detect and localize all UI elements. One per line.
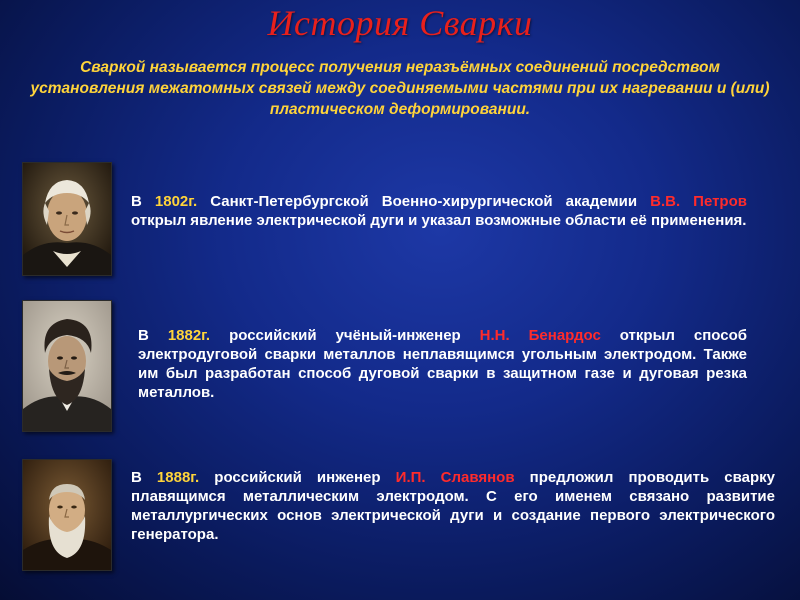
entry-year: 1882г. — [167, 327, 211, 344]
entry-year: 1888г. — [156, 469, 200, 486]
entry-1882: В 1882г. российский учёный-инженер Н.Н. Бенардос открыл способ электродуговой сварки металлов неплавящимся угольным электродом. Также им был разработан способ дуговой сварки в защитном газе и дуговая резка металлов. — [138, 327, 748, 401]
portrait-benardos-image — [23, 301, 111, 431]
entry-person-name: И.П. Славянов — [395, 469, 515, 486]
portrait-slavyanov — [22, 459, 112, 571]
welding-definition: Сваркой называется процесс получения неразъёмных соединений посредством установления межатомных связей между соединяемыми частями при их нагревании и (или) пластическом деформировании. — [30, 59, 770, 118]
entry-person-name: Н.Н. Бенардос — [479, 327, 601, 344]
entry-year: 1802г. — [154, 193, 198, 210]
portrait-slavyanov-image — [23, 460, 111, 570]
slide-title: История Сварки — [267, 3, 533, 43]
portrait-petrov-image — [23, 163, 111, 275]
portrait-petrov — [22, 162, 112, 276]
entry-1802: В 1802г. Санкт-Петербургской Военно-хирургической академии В.В. Петров открыл явление электрической дуги и указал возможные области её применения. — [131, 193, 747, 229]
portrait-benardos — [22, 300, 112, 432]
entry-1888: В 1888г. российский инженер И.П. Славянов предложил проводить сварку плавящимся металлическим электродом. С его именем связано развитие металлургических основ электрической дуги и создание первого электрического генератора. — [131, 469, 775, 543]
entry-person-name: В.В. Петров — [650, 193, 747, 210]
